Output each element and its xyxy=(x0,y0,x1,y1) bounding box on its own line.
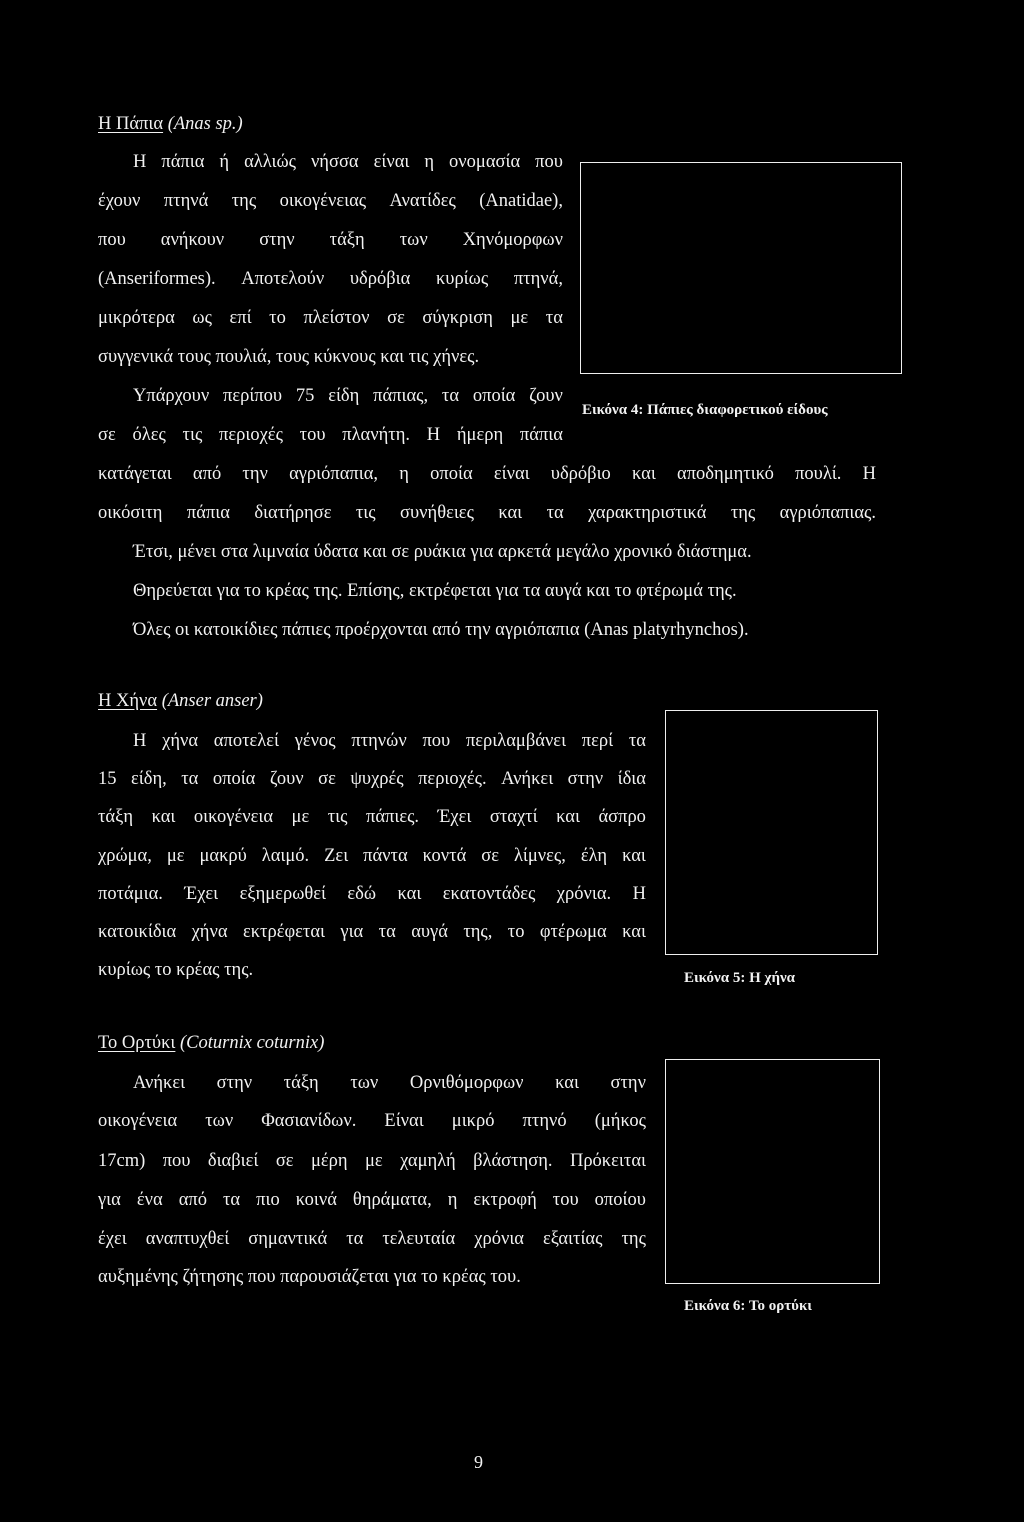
goose-heading xyxy=(98,690,263,712)
duck-line: Όλες οι κατοικίδιες πάπιες προέρχονται από την αγριόπαπια (Anas platyrhynchos). xyxy=(133,620,749,640)
duck-line: Υπάρχουν περίπου 75 είδη πάπιας, τα οποία ζουν xyxy=(133,386,563,406)
duck-line: που ανήκουν στην τάξη των Χηνόμορφων xyxy=(98,230,563,250)
goose-line: ποτάμια. Έχει εξημερωθεί εδώ και εκατοντάδες χρόνια. Η xyxy=(98,884,646,904)
duck-line: οικόσιτη πάπια διατήρησε τις συνήθειες και τα χαρακτηριστικά της αγριόπαπιας. xyxy=(98,503,876,523)
duck-caption: Εικόνα 4: Πάπιες διαφορετικού είδους xyxy=(582,402,828,418)
goose-caption: Εικόνα 5: Η χήνα xyxy=(684,970,796,986)
quail-title: Το Ορτύκι xyxy=(98,1033,176,1053)
goose-title: Η Χήνα xyxy=(98,691,158,711)
quail-scientific-name: (Coturnix coturnix) xyxy=(180,1033,325,1053)
goose-line: χρώμα, με μακρύ λαιμό. Ζει πάντα κοντά σε λίμνες, έλη και xyxy=(98,846,646,866)
duck-line: Έτσι, μένει στα λιμναία ύδατα και σε ρυάκια για αρκετά μεγάλο χρονικό διάστημα. xyxy=(133,542,752,562)
quail-image-frame xyxy=(665,1059,880,1284)
quail-line: οικογένεια των Φασιανίδων. Είναι μικρό πτηνό (μήκος xyxy=(98,1111,646,1131)
duck-scientific-name: (Anas sp.) xyxy=(167,114,243,134)
duck-title: Η Πάπια xyxy=(98,114,164,134)
quail-line: αυξημένης ζήτησης που παρουσιάζεται για το κρέας του. xyxy=(98,1267,521,1287)
duck-line: Θηρεύεται για το κρέας της. Επίσης, εκτρέφεται για τα αυγά και το φτέρωμά της. xyxy=(133,581,737,601)
duck-image-frame xyxy=(580,162,902,374)
goose-line: 15 είδη, τα οποία ζουν σε ψυχρές περιοχές. Ανήκει στην ίδια xyxy=(98,769,646,789)
duck-line: Η πάπια ή αλλιώς νήσσα είναι η ονομασία που xyxy=(133,152,563,172)
quail-line: 17cm) που διαβιεί σε μέρη με χαμηλή βλάστηση. Πρόκειται xyxy=(98,1151,646,1171)
goose-image-frame xyxy=(665,710,878,955)
duck-line: σε όλες τις περιοχές του πλανήτη. Η ήμερη πάπια xyxy=(98,425,563,445)
quail-heading xyxy=(98,1032,324,1054)
duck-line: έχουν πτηνά της οικογένειας Ανατίδες (Anatidae), xyxy=(98,191,563,211)
goose-line: τάξη και οικογένεια με τις πάπιες. Έχει σταχτί και άσπρο xyxy=(98,807,646,827)
quail-line: Ανήκει στην τάξη των Ορνιθόμορφων και στην xyxy=(133,1073,646,1093)
duck-heading xyxy=(98,113,243,135)
duck-line: (Anseriformes). Αποτελούν υδρόβια κυρίως πτηνά, xyxy=(98,269,563,289)
quail-caption: Εικόνα 6: Το ορτύκι xyxy=(684,1298,812,1314)
duck-line: συγγενικά τους πουλιά, τους κύκνους και τις χήνες. xyxy=(98,347,480,367)
goose-line: Η χήνα αποτελεί γένος πτηνών που περιλαμβάνει περί τα xyxy=(133,731,646,751)
quail-line: έχει αναπτυχθεί σημαντικά τα τελευταία χρόνια εξαιτίας της xyxy=(98,1229,646,1249)
page-number: 9 xyxy=(474,1452,483,1472)
duck-line: κατάγεται από την αγριόπαπια, η οποία είναι υδρόβιο και αποδημητικό πουλί. Η xyxy=(98,464,876,484)
goose-line: κυρίως το κρέας της. xyxy=(98,960,254,980)
duck-line: μικρότερα ως επί το πλείστον σε σύγκριση με τα xyxy=(98,308,563,328)
goose-scientific-name: (Anser anser) xyxy=(161,691,263,711)
quail-line: για ένα από τα πιο κοινά θηράματα, η εκτροφή του οποίου xyxy=(98,1190,646,1210)
goose-line: κατοικίδια χήνα εκτρέφεται για τα αυγά της, το φτέρωμα και xyxy=(98,922,646,942)
